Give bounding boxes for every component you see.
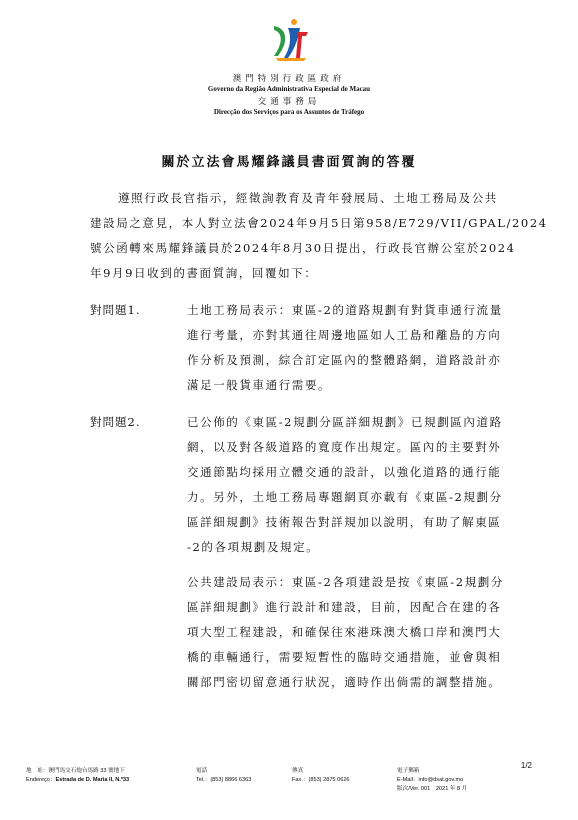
footer-email: 電子郵箱 E-Mail：info@dsat.gov.mo 版次/Ver. 001 2021 年 8 月 (397, 768, 468, 792)
footer-telephone: 電話 Tel.：(853) 8866 6363 (196, 768, 252, 783)
question-2-label: 對問題2. (90, 415, 141, 429)
header-department-pt: Direcção dos Serviços para os Assuntos de Tráfego (213, 108, 365, 116)
email-address: info@dsat.gov.mo (418, 777, 464, 783)
footer-fax: 傳真 Fax.：(853) 2875 0626 (292, 768, 350, 783)
intro-paragraph-rest: 建設局之意見，本人對立法會2024年9月5日第958/E729/VII/GPAL/2024 號公函轉來馬耀鋒議員於2024年8月30日提出，行政長官辦公室於2024 年9月9日收到的書面質詢，回覆如下： (90, 216, 548, 280)
footer-version: 版次/Ver. 001 2021 年 8 月 (397, 786, 468, 792)
footer-address: 地 址：澳門馬交石炮台馬路 33 號地下 Endereço：Estrada de D. Maria II, N.º33 (26, 768, 130, 783)
intro-line-1: 遵照行政長官指示，經徵詢教育及青年發展局、土地工務局及公共 (118, 191, 498, 205)
question-2-answer-paragraph-1: 已公佈的《東區-2規劃分區詳細規劃》已規劃區內道路 網，以及對各級道路的寬度作出規定。區內的主要對外 交通節點均採用立體交通的設計，以強化道路的通行能 力。另外，土地工務局專題網頁亦載有《東區-2規劃分 區詳細規劃》技術報告對詳規加以說明，有助了解東區 -2的各項規劃及規定。 (187, 415, 503, 554)
question-1-answer: 土地工務局表示：東區-2的道路規劃有對貨車通行流量 進行考量，亦對其通往周邊地區如人工島和離島的方向 作分析及預測，綜合訂定區內的整體路網，道路設計亦 滿足一般貨車通行需要。 (187, 303, 503, 392)
question-2-answer-paragraph-2: 公共建設局表示：東區-2各項建設是按《東區-2規劃分 區詳細規劃》進行設計和建設，目前，因配合在建的各 項大型工程建設，和確保往來港珠澳大橋口岸和澳門大 橋的車輛通行，需要短暫性的臨時交通措施，並會與相 關部門密切留意通行狀況，適時作出倘需的調整措施。 (187, 575, 505, 689)
header-government-zh: 澳門特別行政區政府 (232, 74, 346, 84)
question-1-label: 對問題1. (90, 303, 141, 317)
header-government-pt: Governo da Região Administrativa Especial de Macau (207, 85, 371, 93)
header-department-zh: 交通事務局 (257, 97, 321, 107)
page-number: 1/2 (520, 761, 532, 770)
document-title: 關於立法會馬耀鋒議員書面質詢的答覆 (161, 155, 417, 170)
dsat-logo (270, 18, 310, 62)
